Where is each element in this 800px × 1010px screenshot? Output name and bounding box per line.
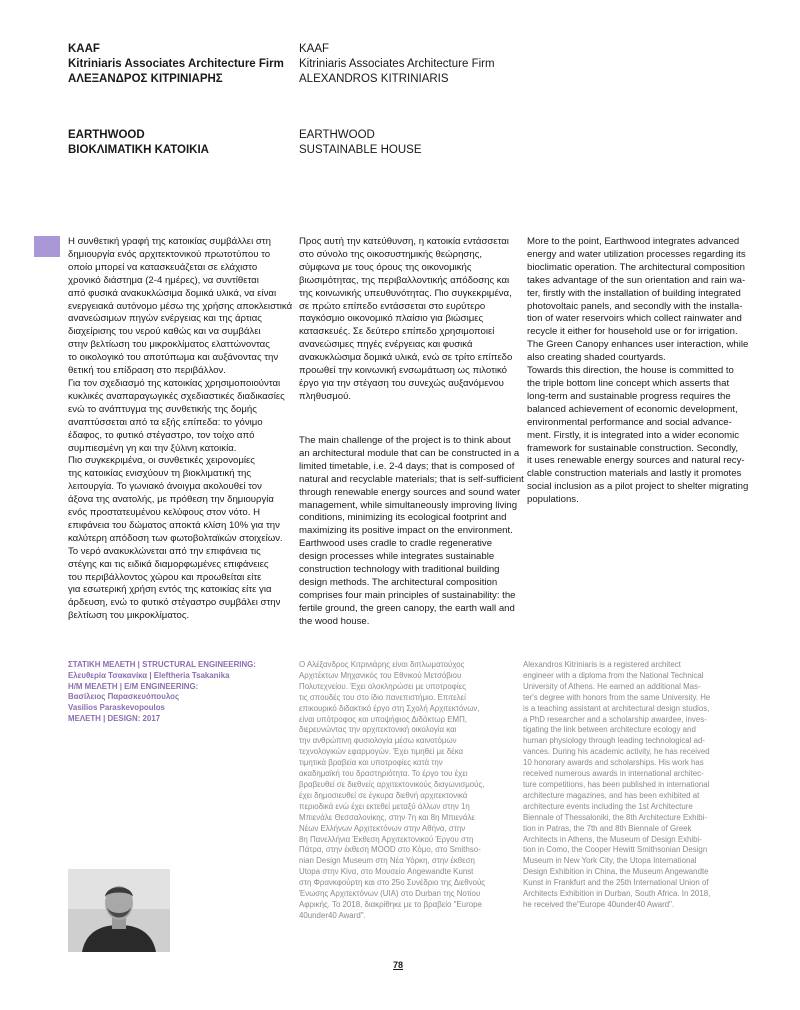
text-line: άξονα της ανατολής, με πρόθεση την δημιουργία <box>68 494 274 506</box>
text-line: tion in Como, the Cooper Hewitt Smithsonian Design <box>523 845 708 855</box>
text-line: 8η Πανελλήνια Έκθεση Αρχιτεκτονικού Έργου στη <box>299 834 474 844</box>
text-line: κυκλικές αναπαραγωγικές σχεδιαστικές διαδικασίες <box>68 390 285 402</box>
section-marker <box>34 236 60 257</box>
text-line: της κοινωνικής υπευθυνότητας. Πιο συγκεκριμένα, <box>299 287 512 299</box>
body-col2-greek <box>299 236 521 404</box>
text-line: καλύτερη απόδοση των φωτοβολταϊκών στοιχείων. <box>68 532 283 544</box>
text-line: έργο για την στέγαση του συνεχώς αυξανόμενου <box>299 377 504 389</box>
text-line: ανανεώσιμων πηγών ενέργειας και της άρτιας <box>68 313 262 325</box>
architect-portrait-photo <box>68 869 170 952</box>
project-name-gr: EARTHWOOD <box>68 129 145 141</box>
text-line: ανακυκλώσιμα δομικά υλικά, ενώ σε τρίτο επίπεδο <box>299 352 513 364</box>
text-line: θετική του επίδραση στο περιβάλλον. <box>68 365 226 377</box>
text-line: management, while simultaneously improving living <box>299 499 518 511</box>
bio-greek <box>299 660 521 922</box>
text-line: long-term and sustainable progress requires the <box>527 390 731 402</box>
text-line: Design Exhibition in China, the Museum Angewandte <box>523 867 709 877</box>
text-line: συμπιεσμένη γη και την ξύλινη κατοικία. <box>68 442 237 454</box>
project-subtitle-gr: ΒΙΟΚΛΙΜΑΤΙΚΗ ΚΑΤΟΙΚΙΑ <box>68 144 209 156</box>
text-line: δημιουργία ενός αρχιτεκτονικού πρωτοτύπου το <box>68 248 271 260</box>
text-line: architecture events including the 1st Architecture <box>523 801 693 811</box>
text-line: comprises four main principles of sustainability: the <box>299 589 516 601</box>
text-line: Museum in New York City, the Utopa International <box>523 856 697 866</box>
text-line: takes advantage of the sun orientation and rain wa- <box>527 274 746 286</box>
text-line: the wood house. <box>299 615 370 627</box>
text-line: human physiology through leading technological ad- <box>523 736 706 746</box>
text-line: social inclusion as a pilot project to shelter migrating <box>527 481 749 493</box>
project-subtitle-en: SUSTAINABLE HOUSE <box>299 144 422 156</box>
text-line: βραβευθεί σε διεθνείς αρχιτεκτονικούς διαγωνισμούς, <box>299 779 485 789</box>
text-line: Earthwood uses cradle to cradle regenerative <box>299 538 493 550</box>
text-line: Το νερό ανακυκλώνεται από την επιφάνεια τις <box>68 545 261 557</box>
text-line: βελτίωση του μικροκλίματος. <box>68 610 190 622</box>
text-line: nian Design Museum στη Νέα Υόρκη, στην έκθεση <box>299 856 475 866</box>
text-line: επικουρικό διδακτικό έργο στη Σχολή Αρχιτεκτόνων, <box>299 703 480 713</box>
page-number: 78 <box>393 960 404 970</box>
text-line: ture competitions, has been published in international <box>523 779 710 789</box>
text-line: More to the point, Earthwood integrates advanced <box>527 236 740 247</box>
body-col3-english <box>527 236 749 507</box>
body-col2-english <box>299 435 524 629</box>
text-line: Προς αυτή την κατεύθυνση, η κατοικία εντάσσεται <box>299 236 509 247</box>
text-line: στη Φρανκφούρτη και στο 25ο Συνέδριο της Διεθνούς <box>299 878 486 888</box>
text-line: tion of water reservoirs which collect rainwater and <box>527 313 742 325</box>
text-line: the triple bottom line concept which asserts that <box>527 377 730 389</box>
text-line: construction technology with traditional building <box>299 564 500 576</box>
text-line: της κατοικίας ενισχύουν τη βιοκλιματική της <box>68 468 252 480</box>
text-line: a PhD researcher and a scholarship awardee, inves- <box>523 714 707 724</box>
text-line: Alexandros Kitriniaris is a registered architect <box>523 660 681 669</box>
text-line: σύμφωνα με τους όρους της οικονομικής <box>299 261 472 273</box>
text-line: για εσωτερική χρήση εντός της κατοικίας είτε για <box>68 584 272 596</box>
text-line: από φυσικά ανακυκλώσιμα δομικά υλικά, να είναι <box>68 287 277 299</box>
text-line: design processes while integrates sustainable <box>299 551 495 563</box>
text-line: στέγης και τις ειδικά διαμορφωμένες επιφάνειες <box>68 558 269 570</box>
text-line: Towards this direction, the house is committed to <box>527 365 734 377</box>
text-line: την ανθρώπινη φυσιολογία μέσω καινοτόμων <box>299 736 457 746</box>
credit-em-label: Η/Μ ΜΕΛΕΤΗ | E/M ENGINEERING: <box>68 681 199 691</box>
text-line: ενεργειακά αυτόνομο μέσω της χρήσης αποκλειστικά <box>68 300 293 312</box>
text-line: αναπτύσσεται από τα εξής επίπεδα: το γόνιμο <box>68 416 263 428</box>
text-line: το οικολογικό του αποτύπωμα και αυξάνοντας την <box>68 352 279 364</box>
text-line: fertile ground, the green canopy, the earth wall and <box>299 602 515 614</box>
text-line: ενός προστατευμένου κελύφους στον νότο. Η <box>68 507 260 519</box>
text-line: λειτουργία. Το γωνιακό άνοιγμα ακολουθεί τον <box>68 481 262 493</box>
credit-structural-name: Ελευθερία Τσακανίκα | Eleftheria Tsakanika <box>68 670 230 680</box>
text-line: also creating shaded courtyards. <box>527 352 666 364</box>
text-line: Biennale of Thessaloniki, the 8th Architecture Exhibi- <box>523 812 708 822</box>
text-line: ter's degree with honors from the same University. He <box>523 692 711 702</box>
text-line: architecture magazines, and has been exhibited at <box>523 790 700 800</box>
text-line: Πάτρα, στην έκθεση MOOD στο Κόμο, στο Smithso- <box>299 845 481 855</box>
text-line: επιφάνεια του δώματος αποκτά κλίση 10% για την <box>68 519 280 531</box>
text-line: πληθυσμού. <box>299 390 352 402</box>
text-line: τιμητικά βραβεία και υποτροφίες κατά την <box>299 758 443 768</box>
firm-full-en: Kitriniaris Associates Architecture Firm <box>299 58 495 70</box>
credit-em-name-en: Vasilios Paraskevopoulos <box>68 703 165 713</box>
text-line: κατασκευές. Σε δεύτερο επίπεδο χρησιμοποιεί <box>299 326 495 338</box>
text-line: vances. During his academic activity, he has received <box>523 747 710 757</box>
text-line: Ένωσης Αρχιτεκτόνων (UIA) στο Durban της Νοτίου <box>299 889 481 899</box>
text-line: framework for sustainable construction. Secondly, <box>527 442 738 454</box>
text-line: ακαδημαϊκή του δραστηριότητα. Το έργο του έχει <box>299 769 468 779</box>
firm-short-gr: KAAF <box>68 43 100 55</box>
text-line: ment. Firstly, it is integrated into a wider economic <box>527 429 740 441</box>
portrait-image <box>68 869 170 952</box>
firm-full-gr: Kitriniaris Associates Architecture Firm <box>68 58 284 70</box>
text-line: through renewable energy sources and sound water <box>299 486 521 498</box>
text-line: Πιο συγκεκριμένα, οι συνθετικές χειρονομίες <box>68 455 255 467</box>
text-line: Ο Αλέξανδρος Κιτρινιάρης είναι διπλωματούχος <box>299 660 465 669</box>
text-line: recycle it either for household use or for irrigation. <box>527 326 738 338</box>
credits <box>68 660 256 725</box>
text-line: 10 honorary awards and scholarships. His work has <box>523 758 704 768</box>
text-line: έχει δημοσιευθεί σε έγκυρα διεθνή αρχιτεκτονικά <box>299 790 468 800</box>
body-col1-greek <box>68 236 293 623</box>
text-line: άρδευση, ενώ το φυτικό στέγαστρο συμβάλει στην <box>68 597 281 609</box>
text-line: is a teaching assistant at architectural design studios, <box>523 703 710 713</box>
project-title-english <box>299 128 422 158</box>
header-english <box>299 42 495 87</box>
text-line: στην βελτίωση του μικροκλίματος ελαττώνοντας <box>68 339 270 351</box>
text-line: ter, firstly with the installation of building integrated <box>527 287 741 299</box>
text-line: είναι υπότροφος και υποψήφιος Διδάκτωρ ΕΜΠ, <box>299 714 467 724</box>
text-line: ανανεώσιμες πηγές ενέργειας και φυσικά <box>299 339 473 351</box>
text-line: 40under40 Award". <box>299 910 366 920</box>
text-line: it uses renewable energy sources and natural recy- <box>527 455 745 467</box>
text-line: διαχείρισης του νερού καθώς και να συμβάλει <box>68 326 261 338</box>
text-line: σε πρώτο επίπεδο εντάσσεται στο ευρύτερο <box>299 300 486 312</box>
text-line: received numerous awards in international architec- <box>523 769 704 779</box>
text-line: Architects in Athens, the Museum of Design Exhibi- <box>523 834 702 844</box>
bio-english <box>523 660 753 911</box>
text-line: maximizing its positive impact on the environment. <box>299 525 513 537</box>
text-line: οποίο μπορεί να κατασκευάζεται σε ελάχιστο <box>68 261 258 273</box>
text-line: photovoltaic panels, and secondly with the installa- <box>527 300 743 312</box>
text-line: balanced achievement of economic development, <box>527 403 738 415</box>
text-line: Μπιενάλε Θεσσαλονίκης, στην 7η και 8η Μπιενάλε <box>299 812 475 822</box>
text-line: engineer with a diploma from the National Technical <box>523 670 704 680</box>
text-line: Πολυτεχνείου. Έχει ολοκληρώσει με υποτροφίες <box>299 681 466 691</box>
text-line: environmental performance and social advance- <box>527 416 732 428</box>
credit-structural-label: ΣΤΑΤΙΚΗ ΜΕΛΕΤΗ | STRUCTURAL ENGINEERING: <box>68 660 256 669</box>
project-name-en: EARTHWOOD <box>299 129 375 141</box>
text-line: design methods. The architectural composition <box>299 576 498 588</box>
text-line: natural and recyclable materials; that is self-sufficient <box>299 473 524 485</box>
text-line: conditions, minimizing its ecological footprint and <box>299 512 507 524</box>
text-line: Για τον σχεδιασμό της κατοικίας χρησιμοποιούνται <box>68 377 281 389</box>
text-line: Kunst in Frankfurt and the 25th International Union of <box>523 878 709 888</box>
text-line: τις σπουδές του στο ίδιο πανεπιστήμιο. Επιτελεί <box>299 692 466 702</box>
architect-name-en: ALEXANDROS KITRINIARIS <box>299 73 449 85</box>
text-line: χρονικό διάστημα (2-4 ημέρες), να συντίθεται <box>68 274 259 286</box>
credit-design-year: ΜΕΛΕΤΗ | DESIGN: 2017 <box>68 713 161 723</box>
text-line: παγκόσμιο οικονομικό πλαίσιο για βιώσιμες <box>299 313 484 325</box>
text-line: clable construction materials and lastly it promotes <box>527 468 742 480</box>
text-line: energy and water utilization processes regarding its <box>527 248 746 260</box>
text-line: διερευνώντας την αρχιτεκτονική οικολογία και <box>299 725 457 735</box>
text-line: limited timetable, i.e. 2-4 days; that is composed of <box>299 460 515 472</box>
text-line: an architectural module that can be constructed in a <box>299 447 520 459</box>
text-line: έδαφος, το φυτικό στέγαστρο, τον τοίχο από <box>68 429 255 441</box>
text-line: tigating the link between architecture ecology and <box>523 725 696 735</box>
header-greek <box>68 42 284 87</box>
credit-em-name-gr: Βασίλειος Παρασκευόπουλος <box>68 692 180 702</box>
text-line: The Green Canopy enhances user interaction, while <box>527 339 749 351</box>
text-line: populations. <box>527 494 579 506</box>
text-line: bioclimatic operation. The architectural composition <box>527 261 745 273</box>
architect-name-gr: ΑΛΕΞΑΝΔΡΟΣ ΚΙΤΡΙΝΙΑΡΗΣ <box>68 73 223 85</box>
text-line: Νέων Ελλήνων Αρχιτεκτόνων στην Αθήνα, στην <box>299 823 466 833</box>
text-line: Utopa στην Κίνα, στο Μουσείο Angewandte Kunst <box>299 867 474 877</box>
project-title-greek <box>68 128 209 158</box>
text-line: Αρχιτέκτων Μηχανικός του Εθνικού Μετσόβιου <box>299 670 462 680</box>
text-line: The main challenge of the project is to think about <box>299 435 511 446</box>
text-line: βιωσιμότητας, της περιβαλλοντικής απόδοσης και <box>299 274 510 286</box>
text-line: τεχνολογικών εφαρμογών. Έχει τιμηθεί με δέκα <box>299 747 464 757</box>
text-line: he received the"Europe 40under40 Award". <box>523 899 675 909</box>
text-line: περιοδικά ενώ έχει εκτεθεί μεταξύ άλλων στην 1η <box>299 801 470 811</box>
text-line: University of Athens. He earned an additional Mas- <box>523 681 701 691</box>
firm-short-en: KAAF <box>299 43 330 55</box>
text-line: στο σύνολο της οικοσυστημικής θεώρησης, <box>299 248 482 260</box>
text-line: tion in Patras, the 7th and 8th Biennale of Greek <box>523 823 692 833</box>
text-line: του περιβάλλοντος χώρου και προωθείται είτε <box>68 571 262 583</box>
text-line: Η συνθετική γραφή της κατοικίας συμβάλλει στη <box>68 236 271 247</box>
text-line: Architects Exhibition in Durban, South Africa. In 2018, <box>523 889 711 899</box>
text-line: Αφρικής. Το 2018, διακρίθηκε με το βραβείο "Europe <box>299 899 482 909</box>
text-line: προωθεί την κοινωνική ενσωμάτωση ως πιλοτικό <box>299 365 508 377</box>
text-line: ενώ το ανάπτυγμα της συνθετικής της δομής <box>68 403 257 415</box>
